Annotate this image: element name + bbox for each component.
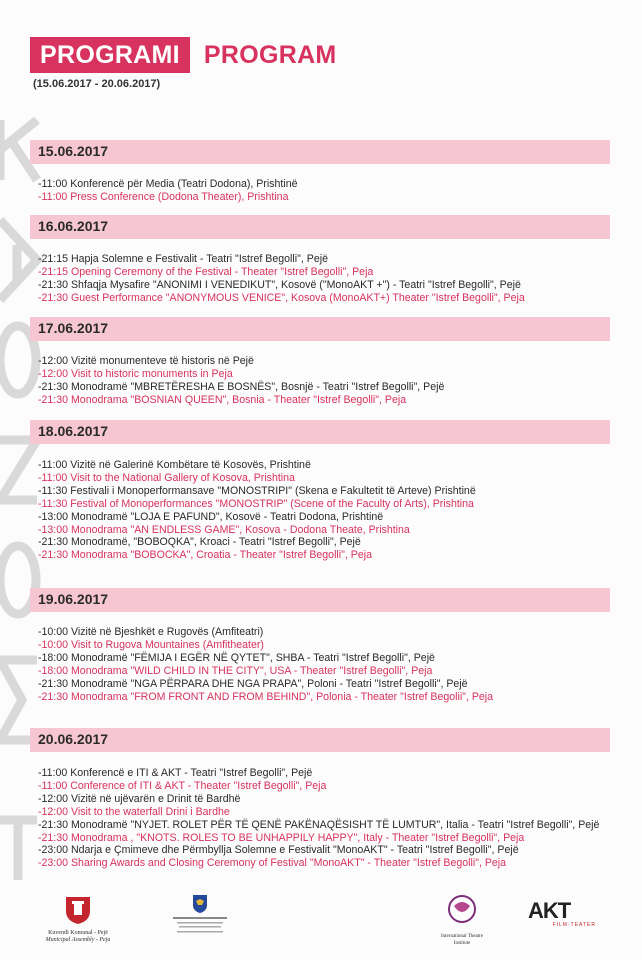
event-line: -21:30 Monodrama "FROM FRONT AND FROM BEHIND", Polonia - Theater "Istref Begolii", Peja <box>38 690 494 703</box>
program-header <box>30 38 337 72</box>
event-line: -11:00 Press Conference (Dodona Theater), Prishtina <box>38 190 289 203</box>
event-line: -13:00 Monodrama "AN ENDLESS GAME", Kosova - Dodona Theate, Prishtina <box>38 523 410 536</box>
day-date: 17.06.2017 <box>38 320 109 336</box>
day-header <box>30 588 610 612</box>
day-header <box>30 215 610 239</box>
event-line: -21:30 Monodrama , "KNOTS. ROLES TO BE UNHAPPILY HAPPY", Italy - Theater "Istref Begolli", Peja <box>38 831 525 844</box>
festival-dates: (15.06.2017 - 20.06.2017) <box>33 78 161 90</box>
day-header <box>30 317 610 341</box>
iti-logo <box>436 894 488 947</box>
event-line: -21:30 Monodramë, "BOBOQKA", Kroaci - Teatri "Istref Begolli", Pejë <box>38 536 361 549</box>
day-events <box>38 459 628 562</box>
monoakt-watermark <box>0 60 42 880</box>
event-line: -13:00 Monodramë "LOJA E PAFUND", Kosovë - Teatri Dodona, Prishtinë <box>38 510 384 523</box>
event-line: -10:00 Vizitë në Bjeshkët e Rugovës (Amfiteatri) <box>38 626 264 638</box>
event-line: -21:30 Monodrama "BOSNIAN QUEEN", Bosnia - Theater "Istref Begolli", Peja <box>38 393 407 406</box>
event-line: -21:15 Hapja Solemne e Festivalit - Teatri "Istref Begolli", Pejë <box>38 253 328 265</box>
day-events <box>38 355 628 407</box>
title-english: PROGRAM <box>203 40 337 69</box>
peja-municipality-logo <box>28 895 128 944</box>
iti-mask-icon <box>436 894 488 928</box>
day-events <box>38 253 628 305</box>
event-line: -21:30 Shfaqja Mysafire "ANONIMI I VENEDIKUT", Kosovë ("MonoAKT +") - Teatri "Istref Begolli", Pejë <box>38 278 521 291</box>
akt-wordmark: AKT <box>528 898 571 923</box>
day-date: 16.06.2017 <box>38 218 109 234</box>
akt-subtitle: FILM·TEATER <box>552 922 596 928</box>
day-header <box>30 728 610 752</box>
event-line: -12:00 Vizitë në ujëvarën e Drinit të Bardhë <box>38 792 241 805</box>
day-header <box>30 140 610 164</box>
event-line: -10:00 Visit to Rugova Mountaines (Amfitheater) <box>38 638 264 651</box>
event-line: -23:00 Ndarja e Çmimeve dhe Përmbyllja Solemne e Festivalit "MonoAKT" - Teatri "Istref Begolli", Pejë <box>38 844 519 857</box>
day-events <box>38 178 628 204</box>
logo-caption: Municipal Assembly - Peja <box>45 937 111 943</box>
event-line: -18:00 Monodrama "WILD CHILD IN THE CITY", USA - Theater "Istref Begolli", Peja <box>38 664 433 677</box>
day-events <box>38 767 628 870</box>
event-line: -21:30 Guest Performance "ANONYMOUS VENICE", Kosova (MonoAKT+) Theater "Istref Begolli", Peja <box>38 291 525 304</box>
event-line: -11:30 Festival of Monoperformances "MONOSTRIP" (Scene of the Faculty of Arts), Prishtina <box>38 497 474 510</box>
event-line: -11:00 Vizitë në Galerinë Kombëtare të Kosovës, Prishtinë <box>38 459 311 471</box>
event-line: -18:00 Monodramë "FËMIJA I EGËR NË QYTET", SHBA - Teatri "Istref Begolli", Pejë <box>38 651 435 664</box>
day-date: 20.06.2017 <box>38 731 109 747</box>
logo-caption: Kuvendi Komunal - Pejë <box>48 930 108 936</box>
akt-logo <box>528 900 596 928</box>
event-line: -21:30 Monodramë "MBRETËRESHA E BOSNËS", Bosnjë - Teatri "Istref Begolli", Pejë <box>38 380 445 393</box>
peja-crest-icon <box>28 895 128 925</box>
event-line: -11:00 Konferencë e ITI & AKT - Teatri "Istref Begolli", Pejë <box>38 767 313 779</box>
event-line: -21:30 Monodrama "BOBOCKA", Croatia - Theater "Istref Begolli", Peja <box>38 549 372 562</box>
event-line: -12:00 Visit to historic monuments in Peja <box>38 367 233 380</box>
event-line: -11:00 Visit to the National Gallery of Kosova, Prishtina <box>38 471 295 484</box>
title-albanian: PROGRAMI <box>30 37 190 73</box>
day-date: 18.06.2017 <box>38 423 109 439</box>
day-events <box>38 626 628 703</box>
sponsor-footer <box>0 890 642 960</box>
event-line: -11:00 Konferencë për Media (Teatri Dodona), Prishtinë <box>38 178 298 190</box>
event-line: -21:30 Monodramë "NYJET. ROLET PËR TË QENË PAKËNAQËSISHT TË LUMTUR", Italia - Teatri "Istref Begolli", Pejë <box>38 818 600 831</box>
kosovo-emblem-icon <box>165 893 235 937</box>
kosovo-ministry-logo <box>165 893 235 942</box>
event-line: -23:00 Sharing Awards and Closing Ceremony of Festival "MonoAKT" - Theater "Istref Begolli", Peja <box>38 857 507 870</box>
day-date: 15.06.2017 <box>38 143 109 159</box>
event-line: -11:00 Conference of ITI & AKT - Theater "Istref Begolli", Peja <box>38 779 327 792</box>
day-header <box>30 420 610 444</box>
event-line: -21:30 Monodramë "NGA PËRPARA DHE NGA PRAPA", Poloni - Teatri "Istref Begolli", Pejë <box>38 677 468 690</box>
event-line: -12:00 Visit to the waterfall Drini i Bardhe <box>38 805 230 818</box>
event-line: -11:30 Festivali i Monoperformansave "MONOSTRIPI" (Skena e Fakultetit të Arteve) Prishtinë <box>38 484 476 497</box>
day-date: 19.06.2017 <box>38 591 109 607</box>
logo-caption: International Theatre Institute <box>441 934 483 946</box>
event-line: -21:15 Opening Ceremony of the Festival - Theater "Istref Begolli", Peja <box>38 265 374 278</box>
event-line: -12:00 Vizitë monumenteve të historis në Pejë <box>38 355 254 367</box>
